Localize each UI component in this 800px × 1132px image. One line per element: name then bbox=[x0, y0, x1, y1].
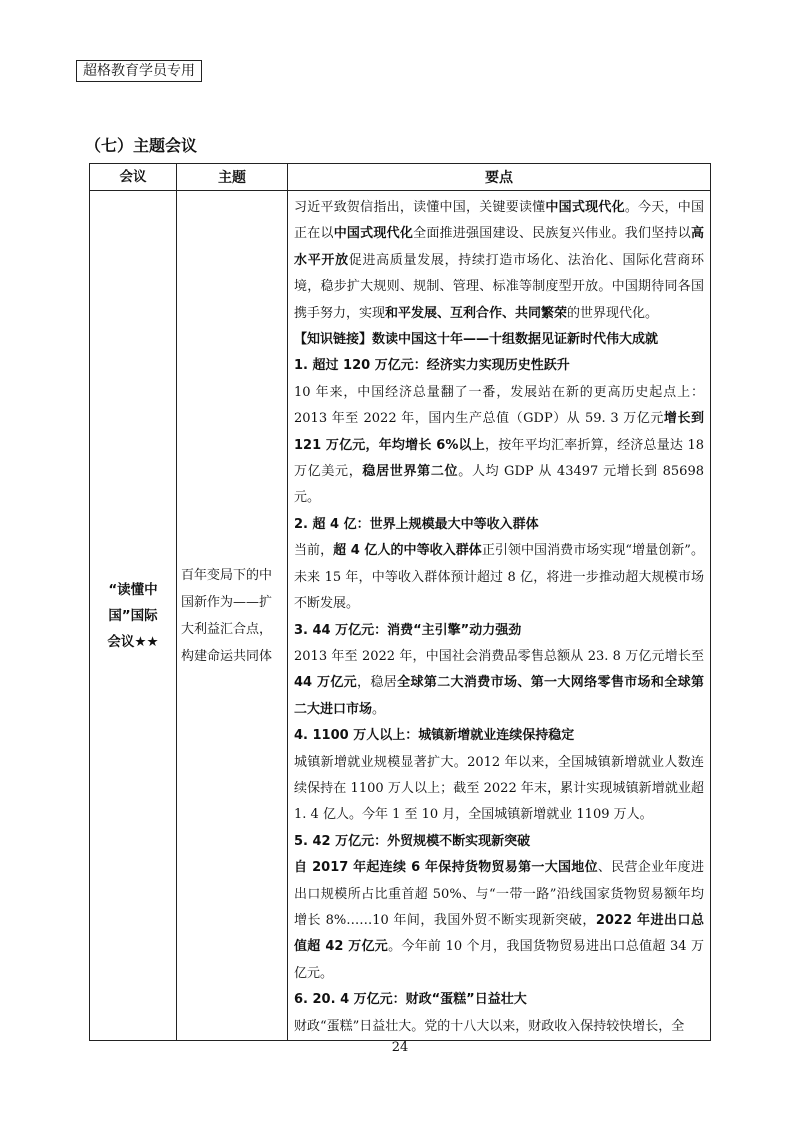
text-run: 。今年前 10 个月，我国货物贸易进出口总值超 34 万亿元。 bbox=[294, 939, 704, 981]
header-points: 要点 bbox=[288, 164, 711, 191]
text-run: 财政“蛋糕”日益壮大。党的十八大以来，财政收入保持较快增长，全 bbox=[294, 1018, 685, 1034]
bold-text: 全球第二大消费市场、第一大网络零售市场和全球第二大进口市场 bbox=[294, 675, 704, 717]
points-content bbox=[294, 195, 704, 1040]
bold-text: 自 2017 年起连续 6 年保持货物贸易第一大国地位 bbox=[294, 860, 598, 876]
bold-text: 2. 超 4 亿：世界上规模最大中等收入群体 bbox=[294, 516, 539, 532]
point-paragraph bbox=[294, 855, 704, 987]
bold-text: 超 4 亿人的中等收入群体 bbox=[333, 543, 482, 559]
point-paragraph bbox=[294, 1014, 704, 1040]
point-paragraph bbox=[294, 380, 704, 512]
text-run: 2013 年至 2022 年，中国社会消费品零售总额从 23. 8 万亿元增长至 bbox=[294, 648, 704, 664]
bold-text: 6. 20. 4 万亿元：财政“蛋糕”日益壮大 bbox=[294, 992, 527, 1008]
header-label: 超格教育学员专用 bbox=[76, 60, 202, 82]
bold-text: 和平发展、互利合作、共同繁荣 bbox=[385, 305, 568, 321]
point-paragraph bbox=[294, 327, 704, 353]
bold-text: 3. 44 万亿元：消费“主引擎”动力强劲 bbox=[294, 622, 522, 638]
point-paragraph bbox=[294, 512, 704, 538]
point-paragraph bbox=[294, 618, 704, 644]
bold-text: 【知识链接】数读中国这十年——十组数据见证新时代伟大成就 bbox=[294, 332, 659, 348]
table-row bbox=[90, 191, 711, 1041]
header-theme: 主题 bbox=[177, 164, 288, 191]
text-run: 的世界现代化。 bbox=[567, 305, 659, 321]
theme-cell bbox=[177, 191, 288, 1041]
meeting-name-text: “读懂中国”国际会议★★ bbox=[107, 581, 159, 650]
header-meeting: 会议 bbox=[90, 164, 177, 191]
bold-text: 增长到 121 万亿元，年均增长 6%以上 bbox=[294, 411, 704, 453]
table-header-row bbox=[90, 164, 711, 191]
text-run: 促进高质量发展，持续打造市场化、法治化、国际化营商环境，稳步扩大规则、规制、管理、标准等制度型开放。中国期待同各国携手努力，实现 bbox=[294, 252, 704, 321]
meeting-table bbox=[89, 163, 711, 1041]
text-run: 正引领中国消费市场实现“增量创新”。未来 15 年，中等收入群体预计超过 8 亿，将进一步推动超大规模市场不断发展。 bbox=[294, 543, 704, 612]
bold-text: 中国式现代化 bbox=[333, 226, 414, 242]
text-run: 全面推进强国建设、民族复兴伟业。我们坚持以 bbox=[413, 226, 691, 242]
bold-text: 44 万亿元 bbox=[294, 675, 358, 691]
bold-text: 5. 42 万亿元：外贸规模不断实现新突破 bbox=[294, 833, 531, 849]
point-paragraph bbox=[294, 987, 704, 1013]
point-paragraph bbox=[294, 353, 704, 379]
text-run: 习近平致贺信指出，读懂中国，关键要读懂 bbox=[294, 200, 546, 215]
text-run: 。今天，中国正在以 bbox=[294, 200, 704, 242]
text-run: 。人均 GDP 从 43497 元增长到 85698 元。 bbox=[294, 464, 704, 506]
point-paragraph bbox=[294, 829, 704, 855]
text-run: 10 年来，中国经济总量翻了一番，发展站在新的更高历史起点上：2013 年至 2022 年，国内生产总值（GDP）从 59. 3 万亿元 bbox=[294, 384, 704, 427]
point-paragraph bbox=[294, 195, 704, 327]
text-run: 。 bbox=[372, 701, 386, 717]
text-run: 当前， bbox=[294, 543, 334, 559]
theme-text: 百年变局下的中国新作为——扩大利益汇合点，构建命运共同体 bbox=[181, 567, 273, 664]
point-paragraph bbox=[294, 723, 704, 749]
text-run: ，稳居 bbox=[357, 675, 398, 691]
point-paragraph bbox=[294, 538, 704, 617]
meeting-name bbox=[90, 191, 177, 1041]
text-run: ，按年平均汇率折算，经济总量达 18 万亿美元， bbox=[294, 437, 704, 480]
bold-text: 高水平开放 bbox=[294, 226, 704, 268]
point-paragraph bbox=[294, 750, 704, 829]
text-run: 、民营企业年度进出口规模所占比重首超 50%、与“一带一路”沿线国家货物贸易额年均增长 8%……10 年间，我国外贸不断实现新突破， bbox=[294, 860, 704, 928]
bold-text: 1. 超过 120 万亿元：经济实力实现历史性跃升 bbox=[294, 358, 570, 374]
section-title: （七）主题会议 bbox=[85, 136, 198, 155]
text-run: 城镇新增就业规模显著扩大。2012 年以来，全国城镇新增就业人数连续保持在 1100 万人以上；截至 2022 年末，累计实现城镇新增就业超 1. 4 亿人。今年 1 至 10 月，全国城镇新增就业 1109 万人。 bbox=[294, 754, 704, 823]
points-cell bbox=[288, 191, 711, 1041]
bold-text: 4. 1100 万人以上：城镇新增就业连续保持稳定 bbox=[294, 728, 575, 744]
point-paragraph bbox=[294, 644, 704, 723]
bold-text: 2022 年进出口总值超 42 万亿元 bbox=[294, 912, 704, 955]
page-number: 24 bbox=[391, 1040, 409, 1055]
bold-text: 中国式现代化 bbox=[545, 200, 625, 215]
bold-text: 稳居世界第二位 bbox=[362, 464, 459, 480]
